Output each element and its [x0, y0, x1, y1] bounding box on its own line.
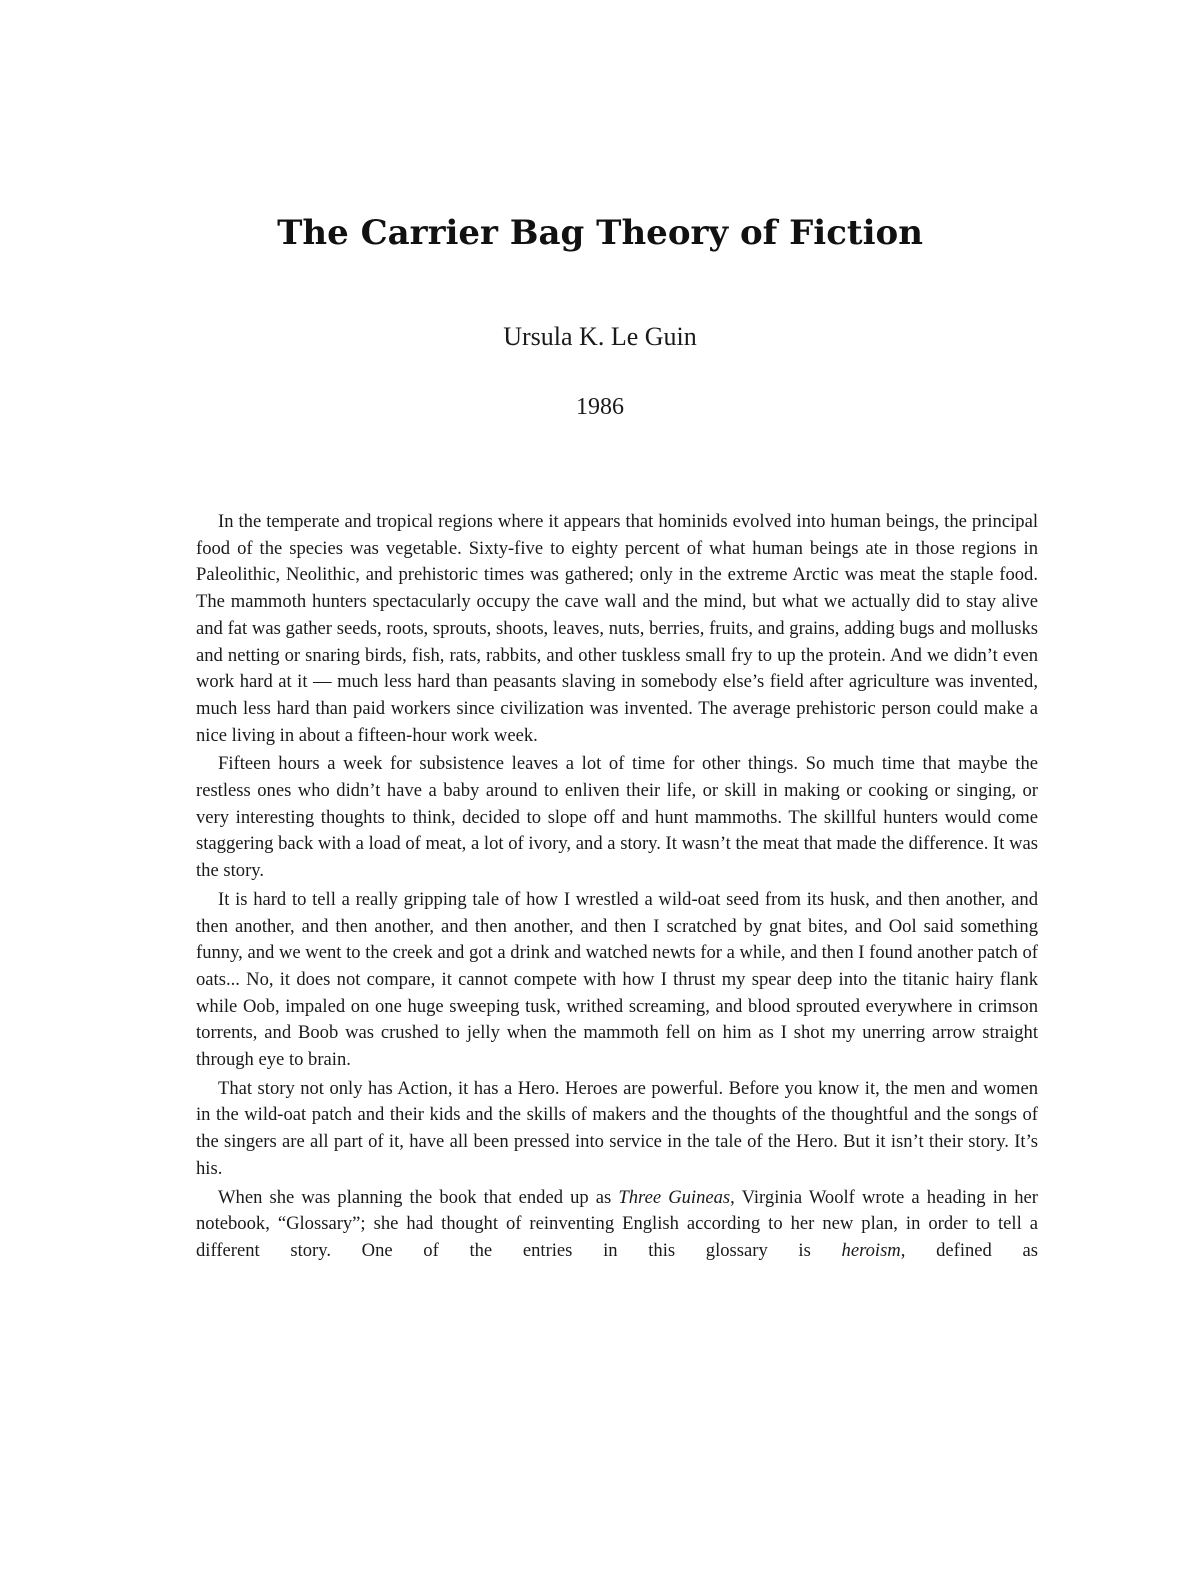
book-title-three-guineas: Three Guineas — [618, 1186, 731, 1208]
paragraph-3: It is hard to tell a really gripping tale of how I wrestled a wild-oat seed from its husk, and then another, and then another, and then another, and then another, and then I scratched by gnat bites, and Ool said something funny, and we went to the creek and got a drink and watched newts for a while, and then I found another patch of oats... No, it does not compare, it cannot compete with how I thrust my spear deep into the titanic hairy flank while Oob, impaled on one huge sweeping tusk, writhed screaming, and blood sprouted everywhere in crimson torrents, and Boob was crushed to jelly when the mammoth fell on him as I shot my unerring arrow straight through eye to brain. — [196, 888, 1038, 1071]
document-year: 1986 — [576, 394, 624, 420]
paragraph-5-text-b: , Virginia Woolf wrote a heading in her notebook, “Glossary”; she had thought of reinventing English according to her new plan, in order to tell a different story. One of the entries in this glossary is — [196, 1186, 1038, 1261]
paragraph-5 — [196, 1185, 1038, 1265]
document-title: The Carrier Bag Theory of Fiction — [277, 213, 923, 253]
paragraph-5-text-c: , defined as — [900, 1239, 1038, 1261]
paragraph-1: In the temperate and tropical regions where it appears that hominids evolved into human beings, the principal food of the species was vegetable. Sixty-five to eighty percent of what human beings ate in those regions in Paleolithic, Neolithic, and prehistoric times was gathered; only in the extreme Arctic was meat the staple food. The mammoth hunters spectacularly occupy the cave wall and the mind, but what we actually did to stay alive and fat was gather seeds, roots, sprouts, shoots, leaves, nuts, berries, fruits, and grains, adding bugs and mollusks and netting or snaring birds, fish, rats, rabbits, and other tuskless small fry to up the protein. And we didn’t even work hard at it — much less hard than peasants slaving in somebody else’s field after agriculture was invented, much less hard than paid workers since civilization was invented. The average prehistoric person could make a nice living in about a fifteen-hour work week. — [196, 511, 1038, 746]
term-heroism: heroism — [841, 1239, 901, 1261]
document-author: Ursula K. Le Guin — [503, 322, 697, 351]
paragraph-5-text-a: When she was planning the book that ended up as — [218, 1186, 619, 1208]
paragraph-4: That story not only has Action, it has a Hero. Heroes are powerful. Before you know it, the men and women in the wild-oat patch and their kids and the skills of makers and the thoughts of the thoughtful and the songs of the singers are all part of it, have all been pressed into service in the tale of the Hero. But it isn’t their story. It’s his. — [196, 1077, 1038, 1179]
document-body — [196, 509, 1038, 1267]
paragraph-2: Fifteen hours a week for subsistence leaves a lot of time for other things. So much time that maybe the restless ones who didn’t have a baby around to enliven their life, or skill in making or cooking or singing, or very interesting thoughts to think, decided to slope off and hunt mammoths. The skillful hunters would come staggering back with a load of meat, a lot of ivory, and a story. It wasn’t the meat that made the difference. It was the story. — [196, 753, 1038, 882]
